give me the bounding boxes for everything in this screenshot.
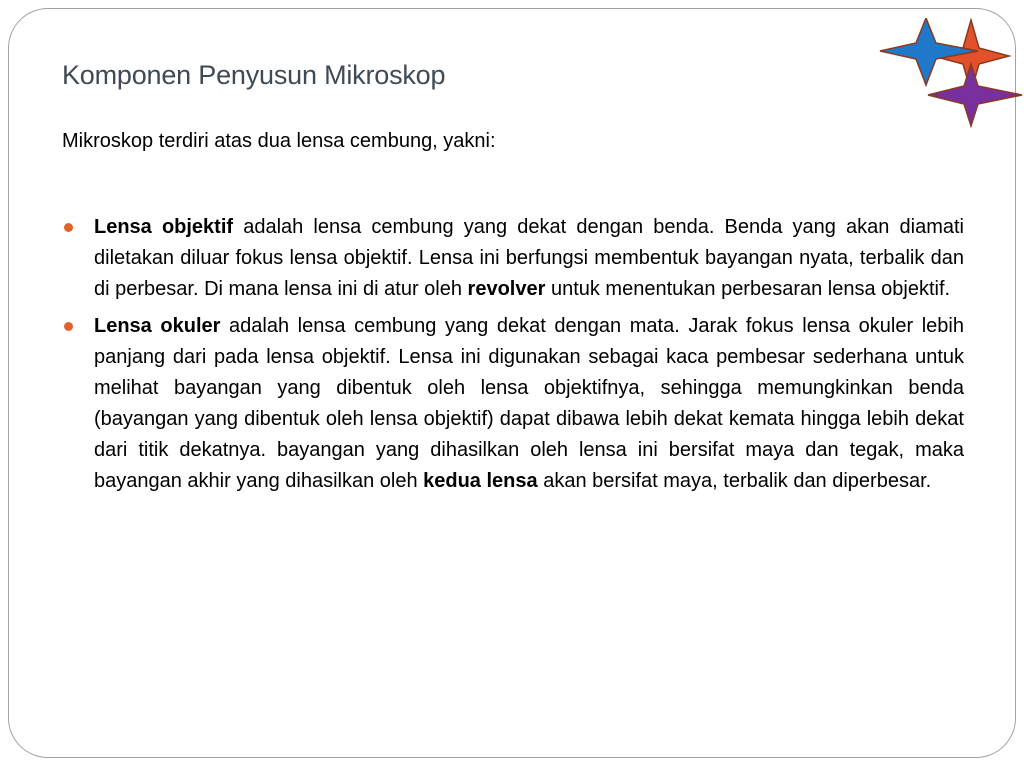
bullet-dot-icon — [64, 322, 73, 331]
bullet-term: Lensa objektif — [94, 216, 234, 238]
intro-text: Mikroskop terdiri atas dua lensa cembung, yakni: — [62, 130, 496, 152]
blue-star-icon — [880, 18, 978, 85]
bullet-lensa-okuler — [94, 311, 964, 497]
bullet-text: untuk menentukan perbesaran lensa objektif. — [545, 278, 951, 300]
bullet-emphasis: revolver — [467, 278, 546, 300]
bullet-emphasis: kedua lensa — [423, 470, 538, 492]
bullet-list — [94, 212, 964, 503]
bullet-text: adalah lensa cembung yang dekat dengan mata. Jarak fokus lensa okuler lebih panjang dari pada lensa objektif. Lensa ini digunakan sebagai kaca pembesar sederhana untuk melihat bayangan yang dibentuk oleh lensa objektifnya, sehingga memungkinkan benda (bayangan yang dibentuk oleh lensa objektif) dapat dibawa lebih dekat kemata hingga lebih dekat dari titik dekatnya. bayangan yang dihasilkan oleh lensa ini bersifat maya dan tegak, maka bayangan akhir yang dihasilkan oleh — [94, 315, 964, 492]
bullet-text: adalah lensa cembung yang dekat dengan benda. Benda yang akan diamati diletakan diluar fokus lensa objektif. Lensa ini berfungsi membentuk bayangan nyata, terbalik dan di perbesar. Di mana lensa ini di atur oleh — [94, 216, 964, 300]
four-point-stars-icon — [878, 18, 1024, 130]
bullet-text: akan bersifat maya, terbalik dan diperbesar. — [537, 470, 932, 492]
bullet-term: Lensa okuler — [94, 315, 221, 337]
bullet-dot-icon — [64, 223, 73, 232]
slide-title: Komponen Penyusun Mikroskop — [62, 60, 446, 90]
bullet-lensa-objektif — [94, 212, 964, 305]
